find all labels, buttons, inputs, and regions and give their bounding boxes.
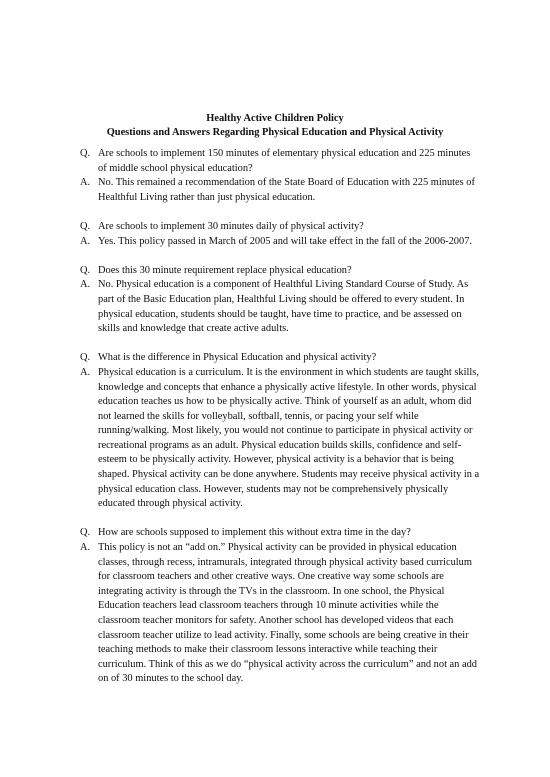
question-marker: Q. [80, 527, 91, 539]
answer [80, 541, 480, 687]
answer [80, 176, 480, 205]
question-marker: Q. [80, 220, 91, 232]
answer-text: Physical education is a curriculum. It is the environment in which students are taught skills, knowledge and concepts that enhance a physically active lifestyle. In other words, physical education teaches us how to be physically active. Think of yourself as an adult, whom did not learned the skills for volleyball, softball, tennis, or pacing your self while running/walking. Most likely, you would not continue to participate in physical activity or recreational programs as an adult. Physical education builds skills, confidence and self-esteem to be physically activity. However, physical activity is a behavior that is being shaped. Physical activity can be done anywhere. Students may receive physical activity in a physical education class. However, students may not be comprehensively physically educated through physical activity. [98, 366, 480, 510]
qa-item [80, 264, 480, 337]
answer-text: This policy is not an “add on.” Physical activity can be provided in physical education classes, through recess, intramurals, integrated through physical activity based curriculum for classroom teachers and other creative ways. One creative way some schools are integrating activity is through the TVs in the classroom. In one school, the Physical Education teachers lead classroom teachers through 10 minute activities while the classroom teacher monitors for safety. Another school has developed videos that each classroom teacher utilize to lead activity. Finally, some schools are being creative in their teaching methods to make their classroom lessons interactive while teaching their curriculum. Think of this as we do “physical activity across the curriculum” and not an add on of 30 minutes to the school day. [98, 542, 477, 685]
question-marker: Q. [80, 264, 91, 276]
answer-marker: A. [80, 235, 91, 247]
answer-text: No. This remained a recommendation of the State Board of Education with 225 minutes of Healthful Living rather than just physical education. [98, 177, 475, 203]
answer-text: Yes. This policy passed in March of 2005 and will take effect in the fall of the 2006-2007. [98, 235, 472, 247]
answer-marker: A. [80, 177, 91, 189]
answer-text: No. Physical education is a component of Healthful Living Standard Course of Study. As part of the Basic Education plan, Healthful Living should be offered to every student. In physical education, students should be taught, have time to practice, and be assessed on skills and knowledge that create active adults. [98, 279, 469, 335]
question [80, 147, 480, 176]
qa-item [80, 147, 480, 205]
question-text: Are schools to implement 30 minutes daily of physical activity? [98, 220, 364, 232]
question-marker: Q. [80, 352, 91, 364]
question-text: Does this 30 minute requirement replace physical education? [98, 264, 352, 276]
document-title: Healthy Active Children Policy [206, 113, 344, 124]
question-text: Are schools to implement 150 minutes of elementary physical education and 225 minutes of middle school physical education? [98, 148, 471, 174]
qa-item [80, 351, 480, 512]
qa-item [80, 526, 480, 687]
document-subtitle: Questions and Answers Regarding Physical Education and Physical Activity [106, 127, 444, 138]
answer-marker: A. [80, 542, 91, 554]
question [80, 264, 480, 279]
answer [80, 235, 480, 250]
answer-marker: A. [80, 279, 91, 291]
answer [80, 366, 480, 512]
answer-marker: A. [80, 366, 91, 378]
question-marker: Q. [80, 148, 91, 159]
question [80, 526, 480, 541]
answer [80, 278, 480, 336]
question [80, 220, 480, 235]
question-text: What is the difference in Physical Education and physical activity? [98, 352, 377, 364]
question-text: How are schools supposed to implement this without extra time in the day? [98, 527, 411, 539]
qa-item [80, 220, 480, 249]
question [80, 351, 480, 366]
qa-list [80, 147, 480, 687]
